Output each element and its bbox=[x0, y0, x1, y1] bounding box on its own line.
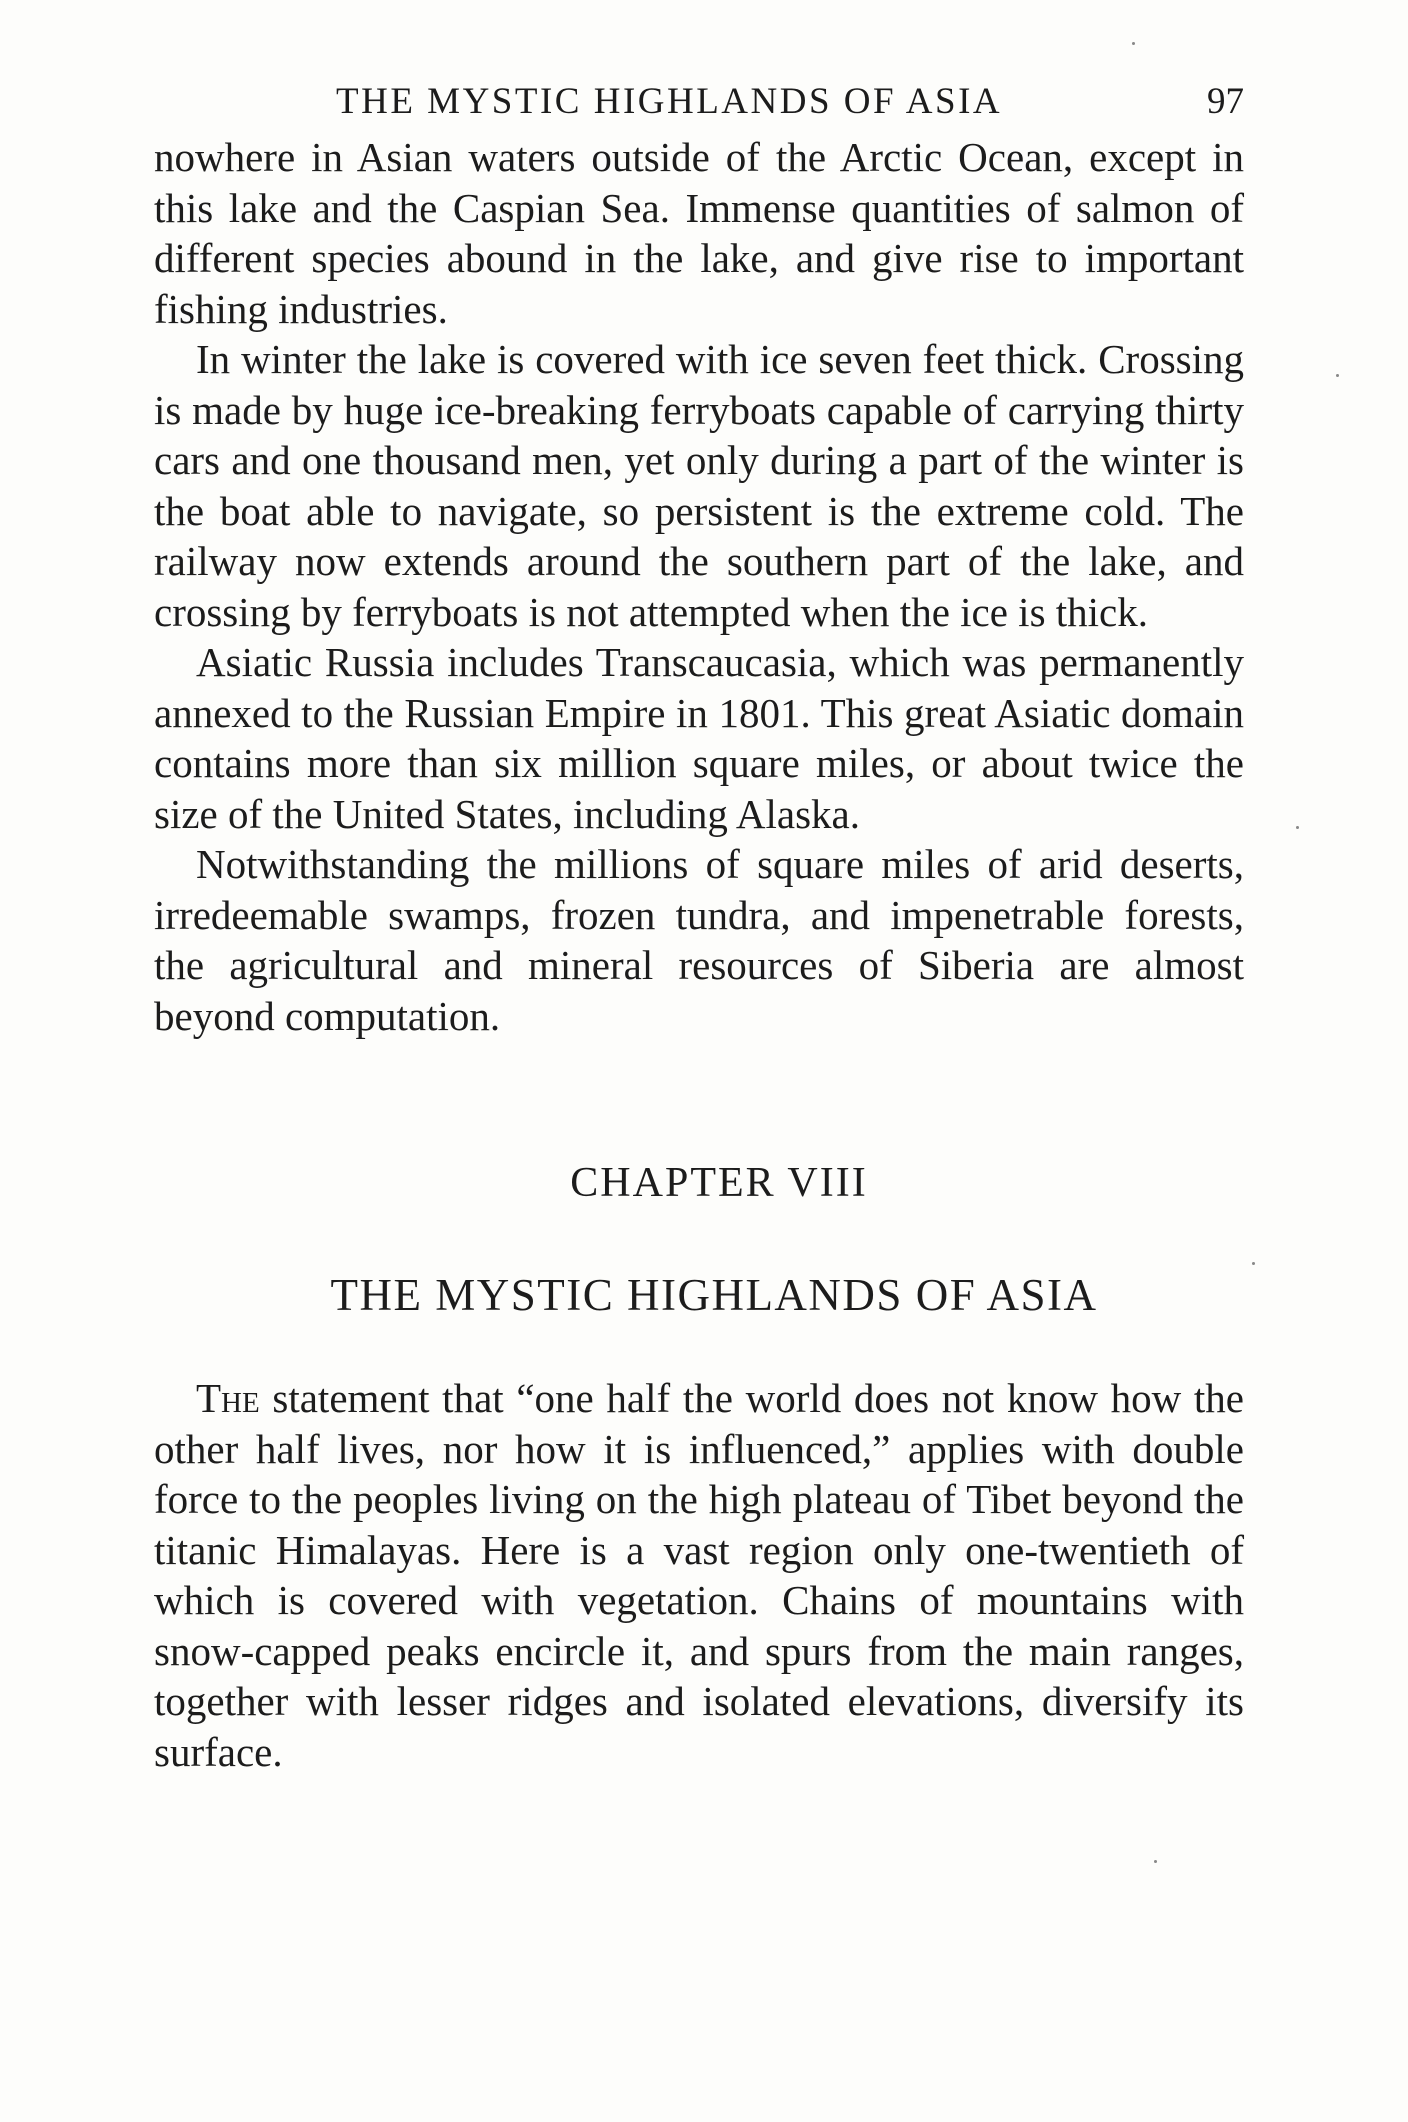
previous-chapter-text bbox=[154, 132, 1244, 1041]
paragraph-continuation: nowhere in Asian waters outside of the Arctic Ocean, except in this lake and the Caspian Sea. Immense quantities of salmon of different species abound in the lake, and give rise to important fishing industries. bbox=[154, 134, 1244, 332]
scan-speck bbox=[1132, 42, 1135, 45]
scan-speck bbox=[1154, 1860, 1157, 1863]
page-number: 97 bbox=[1207, 81, 1244, 122]
opening-word: The bbox=[196, 1375, 260, 1421]
paragraph-asiatic-russia: Asiatic Russia includes Transcaucasia, which was permanently annexed to the Russian Empire in 1801. This great Asiatic domain contains more than six million square miles, or about twice the size of the United States, including Alaska. bbox=[154, 639, 1244, 837]
running-head bbox=[154, 70, 1244, 130]
scan-speck bbox=[1336, 374, 1339, 377]
scan-speck bbox=[1296, 826, 1299, 829]
scan-speck bbox=[1252, 1262, 1255, 1265]
paragraph-lake-winter: In winter the lake is covered with ice seven feet thick. Crossing is made by huge ice-breaking ferryboats capable of carrying thirty cars and one thousand men, yet only during a part of the winter is the boat able to navigate, so persistent is the extreme cold. The railway now extends around the southern part of the lake, and crossing by ferryboats is not attempted when the ice is thick. bbox=[154, 336, 1244, 635]
opening-text: statement that “one half the world does not know how the other half lives, nor how it is influenced,” applies with double force to the peoples living on the high plateau of Tibet beyond the titanic Himalayas. Here is a vast region only one-twentieth of which is covered with vegetation. Chains of mountains with snow-capped peaks encircle it, and spurs from the main ranges, together with lesser ridges and isolated elevations, diversify its surface. bbox=[154, 1375, 1244, 1775]
paragraph-chapter-opening bbox=[154, 1373, 1244, 1777]
chapter-label: CHAPTER VIII bbox=[570, 1160, 868, 1206]
book-page bbox=[154, 70, 1244, 1777]
paragraph-siberia-resources: Notwithstanding the millions of square miles of arid deserts, irredeemable swamps, frozen tundra, and impenetrable forests, the agricultural and mineral resources of Siberia are almost beyond computation. bbox=[154, 841, 1244, 1039]
chapter-text bbox=[154, 1373, 1244, 1777]
running-title: THE MYSTIC HIGHLANDS OF ASIA bbox=[336, 81, 1003, 122]
chapter-title: THE MYSTIC HIGHLANDS OF ASIA bbox=[330, 1270, 1098, 1320]
